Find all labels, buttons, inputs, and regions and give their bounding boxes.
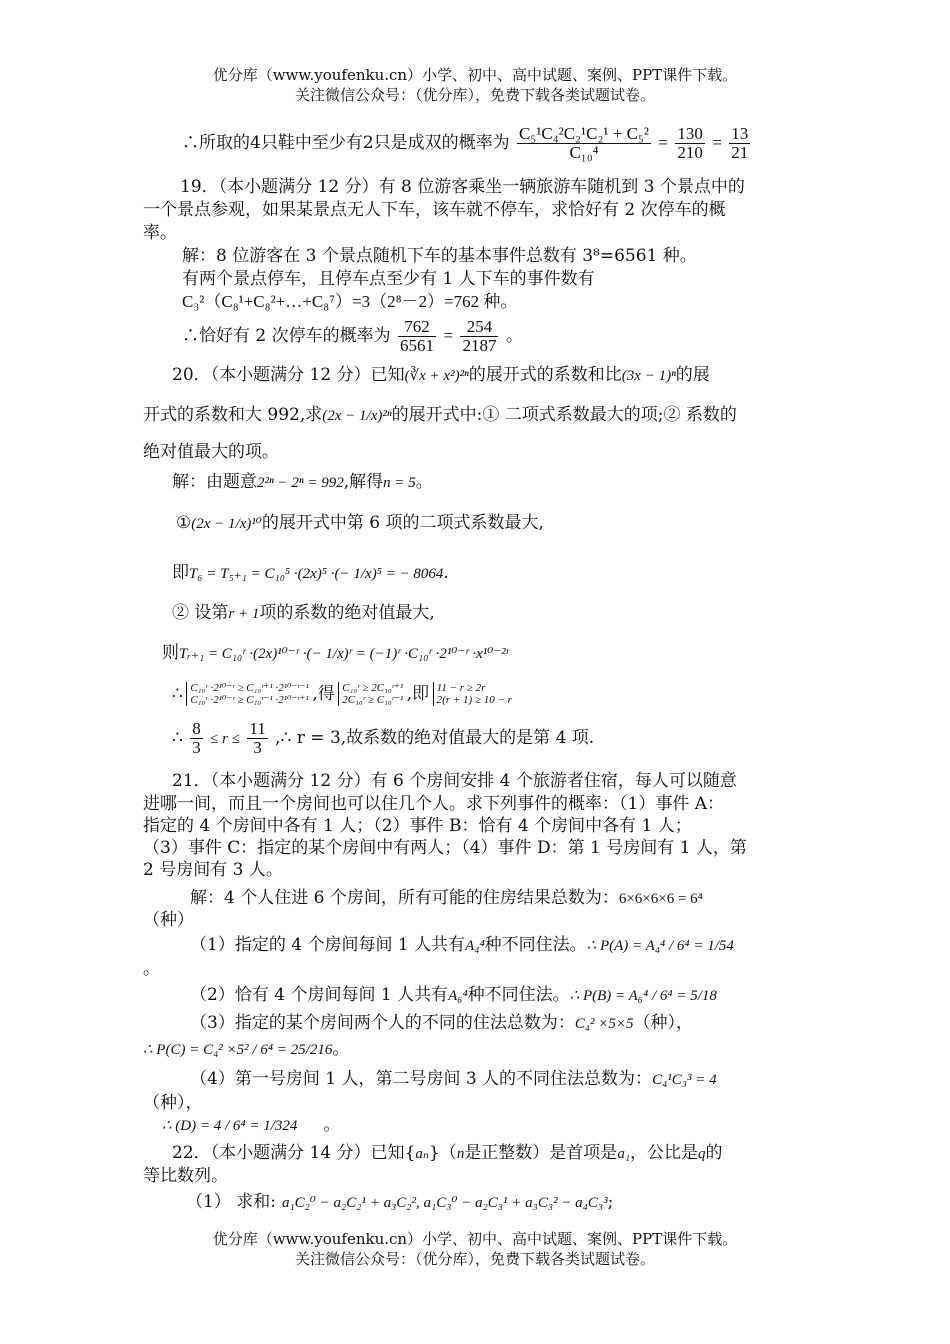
p21-expr-6: C₄² ×5×5 — [574, 1016, 634, 1032]
p18-conclusion: ∴所取的4只鞋中至少有2只是成双的概率为 $\frac{\text{C₅¹C₄²C₂¹C₂¹ + C₅²}}{\text{C₁₀⁴}}$ = $\frac{130}{210}$ = $\frac{13}{21}$ — [182, 124, 749, 162]
p20-solution-line-1: 解：由题意2²ⁿ − 2ⁿ = 992,解得n = 5。 — [172, 472, 433, 492]
p21-expr-1: 6×6×6×6 = 6⁴ — [618, 891, 703, 907]
p19-fraction-2: $\frac{254}{2187}$ — [462, 317, 497, 355]
p20-expr-5: n = 5 — [383, 475, 416, 491]
p22-expr-1: a₁C₂⁰ − a₂C₂¹ + a₃C₂², a₁C₃⁰ − a₂C₃¹ + a₃C₃² − a₄C₃³ — [281, 1195, 608, 1211]
p20-question-line-1: 20．（本小题满分 12 分）已知(∛x + x²)²ⁿ的展开式的系数和比(3x − 1)ⁿ的展 — [172, 365, 710, 385]
p22-solution-line-1: （1） 求和: a₁C₂⁰ − a₂C₂¹ + a₃C₂², a₁C₃⁰ − a₂C₃¹ + a₃C₃² − a₄C₃³; — [186, 1192, 614, 1212]
p20-solution-line-5: 则Tᵣ₊₁ = C₁₀ʳ ·(2x)¹⁰⁻ʳ ·(− 1/x)ʳ = (−1)ʳ ·C₁₀ʳ ·2¹⁰⁻ʳ ·x¹⁰⁻²ʳ — [162, 643, 509, 663]
p21-expr-2: A₄⁴ — [465, 938, 485, 954]
p18-fraction-2: $\frac{130}{210}$ — [677, 124, 703, 162]
p20-solution-line-3: 即T₆ = T₅₊₁ = C₁₀⁵ ·(2x)⁵ ·(− 1/x)⁵ = − 8064. — [172, 563, 449, 583]
p19-fraction-1: $\frac{762}{6561}$ — [400, 317, 435, 355]
p21-expr-5: ∴ P(B) = A₆⁴ / 6⁴ = 5/18 — [569, 988, 717, 1004]
header-line-2: 关注微信公众号：（优分库），免费下载各类试题试卷。 — [294, 86, 655, 104]
p21-question-line-2: 进哪一间，而且一个房间也可以住几个人。求下列事件的概率：（1）事件 A： — [143, 794, 724, 814]
p21-question-line-4: （3）事件 C：指定的某个房间中有两人；（4）事件 D：第 1 号房间有 1 人，第 — [143, 838, 747, 858]
p19-solution-text: ∴恰好有 2 次停车的概率为 — [182, 326, 391, 346]
p20-fraction-2: $\frac{11}{3}$ — [249, 719, 266, 757]
p21-solution-line-6b: （种）， — [143, 1093, 203, 1113]
p20-expr-6: (2x − 1/x)¹⁰ — [191, 516, 262, 532]
p20-system-3: 11 − r ≥ 2r 2(r + 1) ≥ 10 − r — [433, 682, 512, 706]
p20-expr-3: (2x − 1/x)²ⁿ — [322, 408, 392, 424]
p22-question-line-2: 等比数列。 — [143, 1166, 228, 1186]
p19-question-line-3: 率。 — [143, 223, 177, 243]
p18-fraction-3: $\frac{13}{21}$ — [731, 124, 749, 162]
p21-question-line-5: 2 号房间有 3 人。 — [143, 860, 283, 880]
p20-system-2: C₁₀ʳ ≥ 2C₁₀ʳ⁺¹ 2C₁₀ʳ ≥ C₁₀ʳ⁻¹ — [338, 682, 403, 706]
p20-expr-8: r + 1 — [228, 606, 260, 622]
p21-solution-line-6: （4）第一号房间 1 人，第二号房间 3 人的不同住法总数为：C₄¹C₃³ = 4 — [190, 1069, 717, 1089]
header-line-1: 优分库（www.youfenku.cn）小学、初中、高中试题、案例、PPT课件下载。 — [212, 66, 738, 84]
p21-expr-8: C₄¹C₃³ = 4 — [652, 1072, 717, 1088]
p21-solution-line-2: （1）指定的 4 个房间每间 1 人共有A₄⁴种不同住法。∴ P(A) = A₄⁴ / 6⁴ = 1/54 — [190, 935, 734, 955]
p20-expr-2: (3x − 1)ⁿ — [621, 368, 676, 384]
p20-expr-9: Tᵣ₊₁ = C₁₀ʳ ·(2x)¹⁰⁻ʳ ·(− 1/x)ʳ = (−1)ʳ ·C₁₀ʳ ·2¹⁰⁻ʳ ·x¹⁰⁻²ʳ — [179, 646, 509, 662]
p21-solution-line-1: 解：4 个人住进 6 个房间，所有可能的住房结果总数为：6×6×6×6 = 6⁴ — [190, 888, 703, 908]
p21-expr-9: ∴ (D) = 4 / 6⁴ = 1/324 — [162, 1118, 298, 1134]
p21-solution-line-1b: （种） — [143, 910, 194, 930]
p21-expr-3: ∴ P(A) = A₄⁴ / 6⁴ = 1/54 — [586, 938, 734, 954]
p19-solution-line-1: 解：8 位游客在 3 个景点随机下车的基本事件总数有 3⁸=6561 种。 — [182, 246, 697, 266]
p20-question-line-3: 绝对值最大的项。 — [143, 442, 279, 462]
p19-solution-line-3: C₃²（C₈¹+C₈²+…+C₈⁷）=3（2⁸－2）=762 种。 — [182, 292, 518, 311]
p20-solution-line-6: ∴ C₁₀ʳ ·2¹⁰⁻ʳ ≥ C₁₀ʳ⁺¹ ·2¹⁰⁻ʳ⁻¹ C₁₀ʳ ·2¹⁰⁻ʳ ≥ C₁₀ʳ⁻¹ ·2¹⁰⁻ʳ⁺¹ ,得 C₁₀ʳ ≥ 2C₁₀ʳ⁺¹ 2C₁₀ʳ ≥ C₁₀ʳ⁻¹ ,即 11 − r ≥ 2r 2(r + 1) ≥ 10 − r — [172, 682, 512, 706]
p20-question-line-2: 开式的系数和大 992,求(2x − 1/x)²ⁿ的展开式中:① 二项式系数最大的项;② 系数的 — [143, 405, 737, 425]
p20-expr-1: (∛x + x²)²ⁿ — [404, 368, 469, 384]
p20-solution-line-2: ①(2x − 1/x)¹⁰的展开式中第 6 项的二项式系数最大, — [176, 513, 544, 533]
p19-solution-line-4: ∴恰好有 2 次停车的概率为 $\frac{762}{6561}$ = $\frac{254}{2187}$ 。 — [182, 317, 523, 355]
footer-line-1: 优分库（www.youfenku.cn）小学、初中、高中试题、案例、PPT课件下载。 — [212, 1230, 738, 1248]
p19-solution-line-2: 有两个景点停车，且停车点至少有 1 人下车的事件数有 — [182, 269, 595, 289]
p20-expr-4: 2²ⁿ − 2ⁿ = 992 — [257, 475, 344, 491]
p20-solution-line-7: ∴ $\frac{8}{3}$ ≤ r ≤ $\frac{11}{3}$ ,∴ r = 3,故系数的绝对值最大的是第 4 项. — [172, 719, 595, 757]
p20-system-1: C₁₀ʳ ·2¹⁰⁻ʳ ≥ C₁₀ʳ⁺¹ ·2¹⁰⁻ʳ⁻¹ C₁₀ʳ ·2¹⁰⁻ʳ ≥ C₁₀ʳ⁻¹ ·2¹⁰⁻ʳ⁺¹ — [186, 682, 309, 706]
p20-fraction-1: $\frac{8}{3}$ — [192, 719, 201, 757]
p19-question-line-1: 19．（本小题满分 12 分）有 8 位游客乘坐一辆旅游车随机到 3 个景点中的 — [180, 177, 745, 197]
p21-question-line-3: 指定的 4 个房间中各有 1 人；（2）事件 B：恰有 4 个房间中各有 1 人； — [143, 816, 692, 836]
p18-fraction-1: $\frac{\text{C₅¹C₄²C₂¹C₂¹ + C₅²}}{\text{C₁₀⁴}}$ — [519, 124, 649, 162]
p21-expr-4: A₆⁴ — [448, 988, 468, 1004]
p21-solution-line-5: ∴ P(C) = C₄² ×5² / 6⁴ = 25/216。 — [143, 1039, 350, 1059]
p22-question-line-1: 22．（本小题满分 14 分）已知{aₙ}（n是正整数）是首项是a₁，公比是q的 — [172, 1143, 723, 1163]
p21-solution-line-2b: 。 — [143, 959, 160, 979]
p19-question-line-2: 一个景点参观，如果某景点无人下车，该车就不停车，求恰好有 2 次停车的概 — [143, 200, 726, 220]
p20-solution-line-4: ② 设第r + 1项的系数的绝对值最大, — [172, 603, 435, 623]
p21-expr-7: ∴ P(C) = C₄² ×5² / 6⁴ = 25/216 — [143, 1042, 333, 1058]
footer-line-2: 关注微信公众号：（优分库），免费下载各类试题试卷。 — [294, 1250, 655, 1268]
p18-conclusion-text: ∴所取的4只鞋中至少有2只是成双的概率为 — [182, 133, 510, 153]
p21-solution-line-7: ∴ (D) = 4 / 6⁴ = 1/324 。 — [162, 1115, 341, 1135]
p21-solution-line-3: （2）恰有 4 个房间每间 1 人共有A₆⁴种不同住法。∴ P(B) = A₆⁴ / 6⁴ = 5/18 — [190, 985, 717, 1005]
p21-solution-line-4: （3）指定的某个房间两个人的不同的住法总数为：C₄² ×5×5（种）， — [190, 1013, 694, 1033]
p20-expr-7: T₆ = T₅₊₁ = C₁₀⁵ ·(2x)⁵ ·(− 1/x)⁵ = − 8064 — [189, 566, 444, 582]
p21-question-line-1: 21．（本小题满分 12 分）有 6 个房间安排 4 个旅游者住宿，每人可以随意 — [172, 771, 737, 791]
